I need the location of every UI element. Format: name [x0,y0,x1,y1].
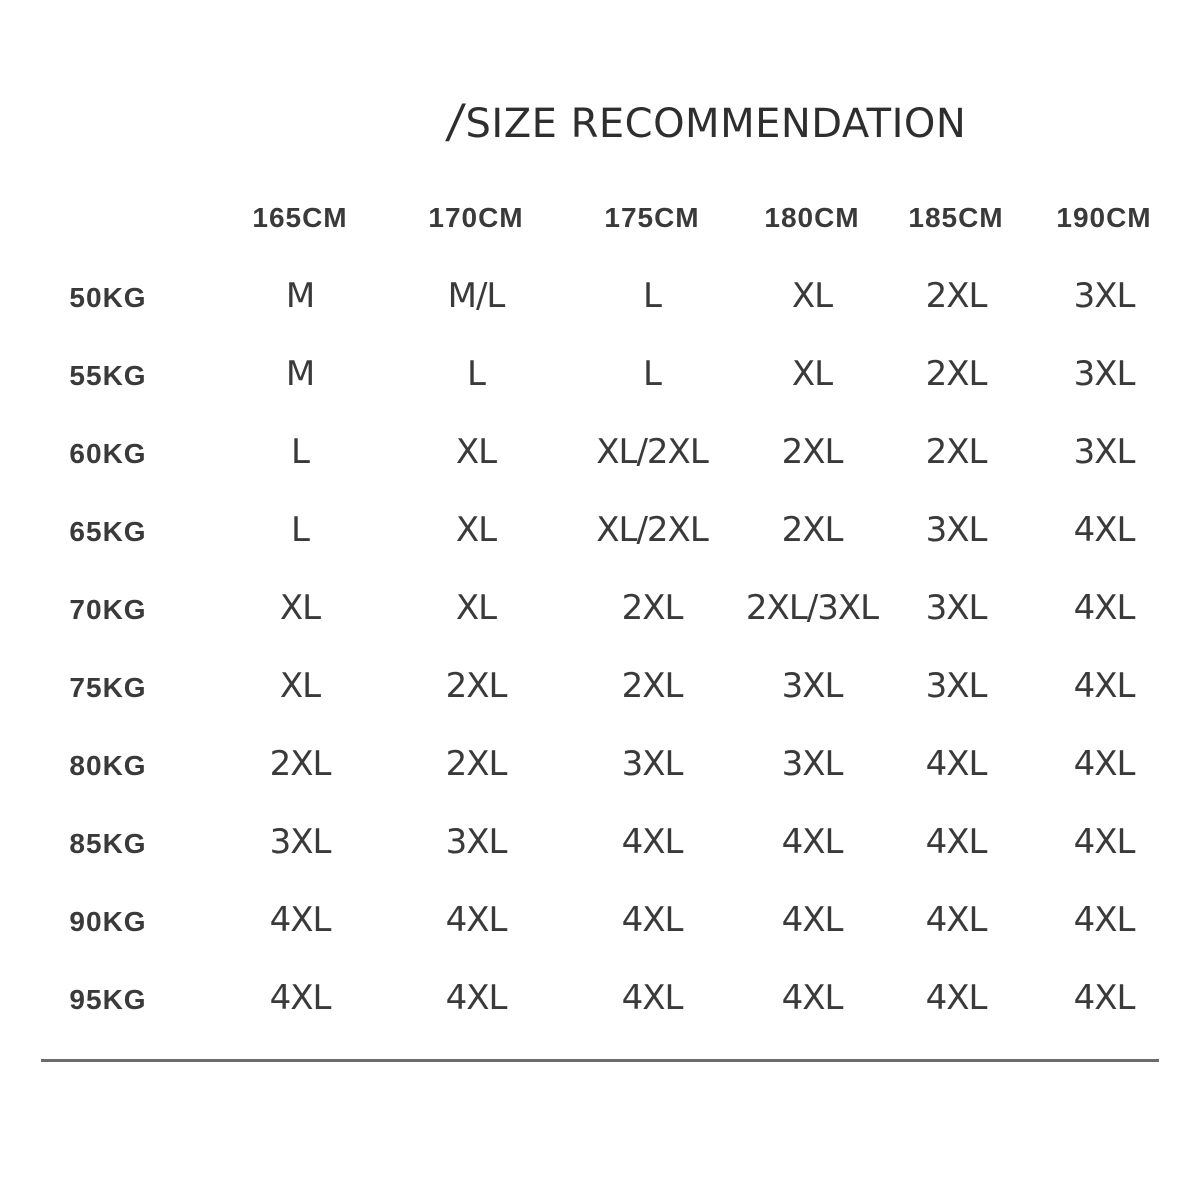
size-cell: 4XL [621,978,683,1018]
column-header: 190CM [1056,202,1152,233]
size-cell: 3XL [269,822,331,862]
size-cell: 4XL [1073,900,1135,940]
size-cell: 2XL [621,588,683,628]
row-header: 80KG [69,750,147,781]
size-cell: 4XL [621,900,683,940]
size-cell: 2XL [781,432,843,472]
size-cell: 4XL [1073,822,1135,862]
size-cell: 4XL [445,978,507,1018]
size-cell: 2XL [781,510,843,550]
size-cell: 2XL [269,744,331,784]
column-header: 185CM [908,202,1004,233]
size-cell: 2XL [925,276,987,316]
row-header: 85KG [69,828,147,859]
size-cell: 3XL [925,588,987,628]
size-cell: 2XL [925,432,987,472]
size-cell: 2XL [621,666,683,706]
size-cell: XL [279,666,321,706]
size-cell: 4XL [621,822,683,862]
size-cell: 3XL [1073,276,1135,316]
column-header: 165CM [252,202,348,233]
size-cell: 4XL [925,822,987,862]
size-cell: 4XL [1073,978,1135,1018]
row-header: 55KG [69,360,147,391]
size-cell: 3XL [925,510,987,550]
title-slash: / [444,94,468,148]
size-cell: 3XL [925,666,987,706]
size-cell: M [285,276,315,316]
size-cell: L [467,354,485,394]
row-header: 60KG [69,438,147,469]
chart-title [444,94,967,148]
size-cell: 4XL [781,978,843,1018]
size-cell: 4XL [445,900,507,940]
size-cell: 2XL/3XL [745,588,879,628]
size-cell: XL [791,354,833,394]
column-header: 170CM [428,202,524,233]
row-header: 90KG [69,906,147,937]
size-cell: 4XL [1073,666,1135,706]
size-cell: 4XL [925,900,987,940]
size-cell: XL [455,432,497,472]
size-cell: 3XL [621,744,683,784]
size-cell: 4XL [925,744,987,784]
title-text: SIZE RECOMMENDATION [465,101,967,147]
column-header: 175CM [604,202,700,233]
size-cell: 4XL [269,978,331,1018]
size-cell: L [291,432,309,472]
size-cell: L [643,354,661,394]
row-header: 65KG [69,516,147,547]
size-cell: 4XL [1073,510,1135,550]
size-cell: 2XL [445,666,507,706]
size-cell: M [285,354,315,394]
size-cell: XL/2XL [596,432,708,472]
column-header: 180CM [764,202,860,233]
size-cell: 3XL [445,822,507,862]
size-cell: XL/2XL [596,510,708,550]
size-cell: XL [791,276,833,316]
size-cell: 3XL [781,666,843,706]
size-cell: 3XL [1073,354,1135,394]
size-cell: 4XL [1073,588,1135,628]
row-header: 70KG [69,594,147,625]
size-cell: 4XL [781,822,843,862]
size-cell: L [291,510,309,550]
row-header: 95KG [69,984,147,1015]
size-cell: L [643,276,661,316]
size-cell: 3XL [1073,432,1135,472]
size-cell: M/L [447,276,505,316]
size-cell: 4XL [781,900,843,940]
size-cell: 4XL [269,900,331,940]
size-cell: XL [455,510,497,550]
size-cell: XL [279,588,321,628]
row-header: 50KG [69,282,147,313]
size-cell: 3XL [781,744,843,784]
size-cell: 2XL [445,744,507,784]
size-cell: 4XL [925,978,987,1018]
row-header: 75KG [69,672,147,703]
size-cell: XL [455,588,497,628]
size-cell: 2XL [925,354,987,394]
size-cell: 4XL [1073,744,1135,784]
divider-line [41,1059,1159,1062]
